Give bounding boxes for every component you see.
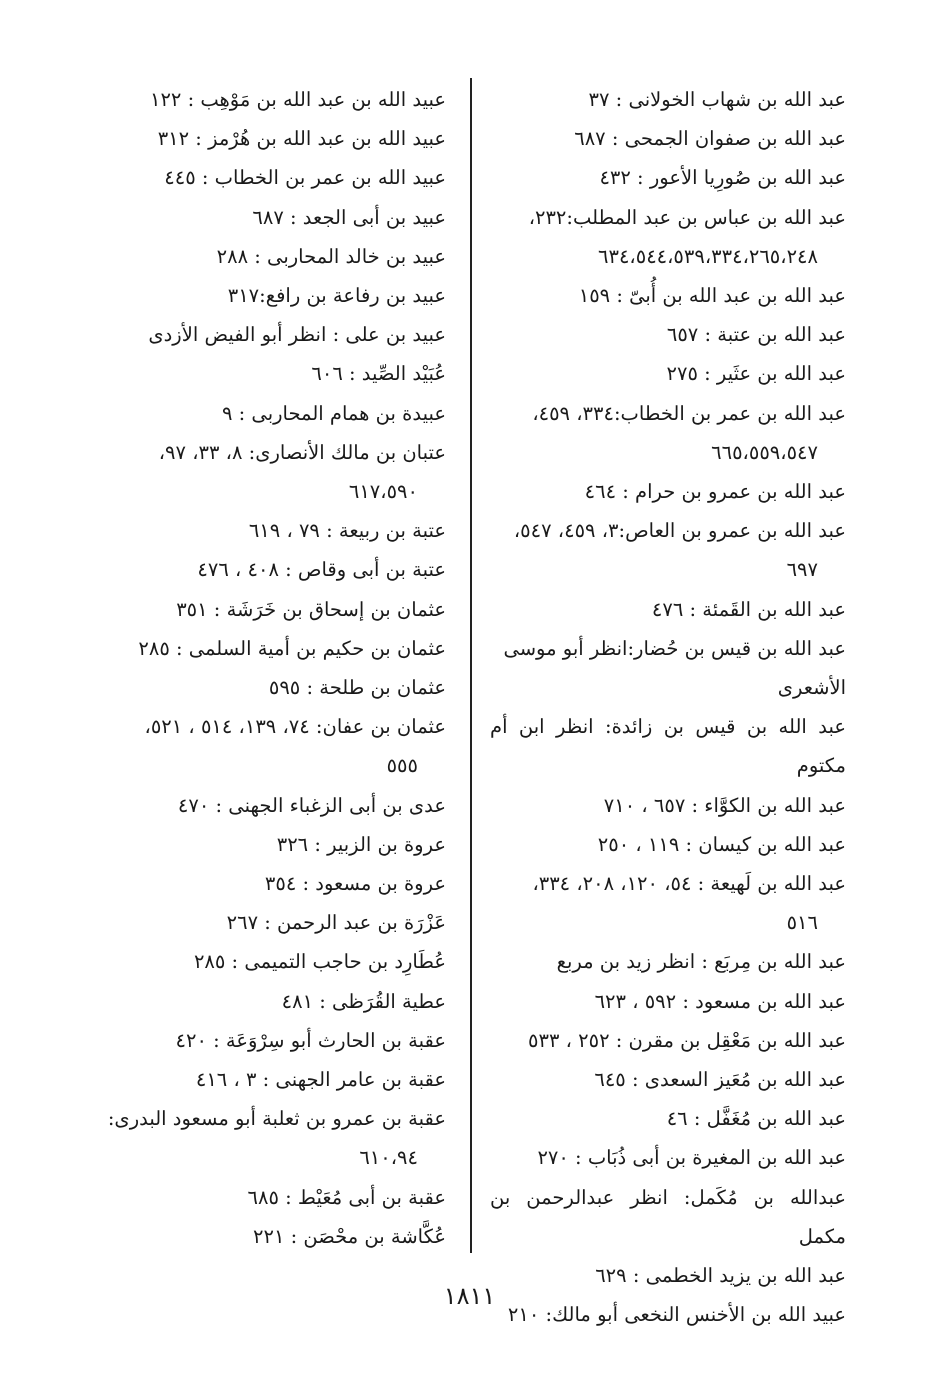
- index-entry: [490, 629, 846, 707]
- index-entry-text: عبد الله بن عتبة : ٦٥٧: [666, 323, 846, 347]
- index-entry: [490, 590, 846, 629]
- index-entry-text: عبيد الله بن عمر بن الخطاب : ٤٤٥: [164, 166, 446, 190]
- index-entry: [100, 786, 446, 825]
- index-entry: [100, 511, 446, 550]
- index-entry: [100, 198, 446, 237]
- index-entry-continuation: ٦١٠،٩٤: [359, 1146, 418, 1170]
- index-entry-text: عبيد الله بن الأخنس النخعى أبو مالك: ٢١٠: [507, 1303, 846, 1327]
- index-entry-text: عبد الله بن عباس بن عبد المطلب:٢٣٢،: [528, 205, 846, 229]
- index-entry: [490, 80, 846, 119]
- index-entry: [100, 1217, 446, 1256]
- index-entry-text: عدى بن أبى الزغباء الجهنى : ٤٧٠: [177, 793, 446, 817]
- index-entry-continuation: ٥٥٥: [386, 754, 418, 778]
- index-entry-text: عبيد بن على : انظر أبو الفيض الأزدى: [148, 323, 446, 347]
- index-entry-text: عبد الله بن مِربَع : انظر زيد بن مربع: [556, 950, 846, 974]
- index-entry-text: عبد الله بن صُورِيا الأعور : ٤٣٢: [599, 166, 846, 190]
- index-entry-text: عبد الله بن مسعود : ٥٩٢ ، ٦٢٣: [594, 989, 846, 1013]
- index-entry: [100, 80, 446, 119]
- index-entry-text: عثمان بن إسحاق بن خَرَشَة : ٣٥١: [176, 597, 446, 621]
- index-entry: [490, 864, 846, 942]
- index-entry: [100, 354, 446, 393]
- index-entry: [490, 1060, 846, 1099]
- index-column-left: [100, 80, 446, 1256]
- index-entry-text: عبيد بن أبى الجعد : ٦٨٧: [252, 205, 446, 229]
- index-entry: [100, 903, 446, 942]
- index-entry: [490, 119, 846, 158]
- index-entry-text: عبد الله بن الكوَّاء : ٦٥٧ ، ٧١٠: [603, 793, 846, 817]
- index-entry-continuation: ٦٩٧: [786, 558, 818, 582]
- index-entry: [490, 825, 846, 864]
- index-entry: [100, 394, 446, 433]
- page-number: ١٨١١: [443, 1282, 496, 1310]
- index-entry: [100, 1099, 446, 1177]
- index-entry-text: عبيد بن رفاعة بن رافع:٣١٧: [227, 284, 446, 308]
- index-entry: [100, 629, 446, 668]
- index-entry-text: عبد الله بن المغيرة بن أبى ذُبَاب : ٢٧٠: [537, 1146, 846, 1170]
- index-entry-text: عتبان بن مالك الأنصارى: ٨، ٣٣، ٩٧،: [158, 440, 446, 464]
- index-entry: [100, 590, 446, 629]
- index-entry-text: عثمان بن حكيم بن أمية السلمى : ٢٨٥: [138, 636, 446, 660]
- index-entry-text: عتبة بن أبى وقاص : ٤٠٨ ، ٤٧٦: [197, 558, 446, 582]
- index-entry: [100, 1060, 446, 1099]
- index-entry: [490, 198, 846, 276]
- index-entry-text: عثمان بن طلحة : ٥٩٥: [268, 676, 446, 700]
- index-entry: [490, 354, 846, 393]
- index-entry-text: عبد الله بن عمرو بن حرام : ٤٦٤: [584, 480, 846, 504]
- index-entry-text: عبد الله بن يزيد الخطمى : ٦٢٩: [595, 1264, 846, 1288]
- index-entry: [490, 982, 846, 1021]
- index-entry-text: عبيدة بن همام المحاربى : ٩: [221, 401, 446, 425]
- index-entry-text: عروة بن الزبير : ٣٢٦: [276, 832, 446, 856]
- index-entry-text: عبد الله بن لَهيعة : ٥٤، ١٢٠، ٢٠٨، ٣٣٤،: [532, 872, 846, 896]
- index-entry-text: عبد الله بن صفوان الجمحى : ٦٨٧: [574, 127, 846, 151]
- index-entry: [490, 511, 846, 589]
- index-entry: [100, 276, 446, 315]
- index-entry-continuation: الأشعرى: [777, 676, 846, 700]
- index-entry: [490, 276, 846, 315]
- index-entry-continuation: ٥١٦: [786, 911, 818, 935]
- index-entry: [100, 668, 446, 707]
- index-entry: [100, 550, 446, 589]
- index-entry: [490, 394, 846, 472]
- index-entry-text: عروة بن مسعود : ٣٥٤: [264, 872, 446, 896]
- index-entry: [490, 315, 846, 354]
- index-entry-text: عقبة بن عمرو بن ثعلبة أبو مسعود البدرى:: [107, 1107, 446, 1131]
- index-entry: [100, 1178, 446, 1217]
- index-entry: [490, 707, 846, 785]
- index-entry-text: عبدالله بن مُكَمل: انظر عبدالرحمن بن مكمل: [490, 1185, 846, 1248]
- index-entry-text: عتبة بن ربيعة : ٧٩ ، ٦١٩: [248, 519, 446, 543]
- index-entry-text: عُبَيْد الصِّيد : ٦٠٦: [311, 362, 446, 386]
- index-entry: [490, 1138, 846, 1177]
- index-entry-continuation: ٦١٧،٥٩٠: [348, 480, 418, 504]
- index-entry-text: عبد الله بن عثَير : ٢٧٥: [666, 362, 846, 386]
- index-entry: [100, 942, 446, 981]
- index-entry-text: عبد الله بن قيس بن زائدة: انظر ابن أم مكتوم: [490, 715, 846, 778]
- index-entry-text: عبد الله بن شهاب الخولانى : ٣٧: [588, 88, 846, 111]
- column-divider: [470, 78, 472, 1253]
- index-entry-text: عبد الله بن مُعَيز السعدى : ٦٤٥: [594, 1068, 846, 1092]
- index-entry-text: عبد الله بن مُغَفَّل : ٤٦: [666, 1107, 846, 1131]
- index-entry: [100, 825, 446, 864]
- index-entry: [490, 1021, 846, 1060]
- index-entry: [100, 119, 446, 158]
- index-entry-text: عقبة بن عامر الجهنى : ٣ ، ٤١٦: [195, 1068, 446, 1092]
- index-entry-text: عُطَارِد بن حاجب التميمى : ٢٨٥: [193, 950, 446, 974]
- index-entry: [100, 315, 446, 354]
- index-entry-text: عبد الله بن عبد الله بن أُبىّ : ١٥٩: [578, 284, 846, 308]
- index-entry-continuation: ٦٣٤،٥٤٤،٥٣٩،٣٣٤،٢٦٥،٢٤٨: [598, 244, 818, 268]
- index-entry: [100, 1021, 446, 1060]
- index-entry: [100, 433, 446, 511]
- index-entry: [490, 786, 846, 825]
- index-entry: [490, 158, 846, 197]
- index-entry: [490, 1178, 846, 1256]
- index-entry-text: عبيد الله بن عبد الله بن مَوْهِب : ١٢٢: [149, 88, 446, 111]
- index-entry: [490, 1099, 846, 1138]
- index-entry: [100, 158, 446, 197]
- index-entry: [100, 707, 446, 785]
- index-entry: [490, 472, 846, 511]
- index-entry-text: عبد الله بن كيسان : ١١٩ ، ٢٥٠: [597, 832, 846, 856]
- index-entry: [100, 864, 446, 903]
- index-entry-text: عبيد بن خالد المحاربى : ٢٨٨: [216, 244, 446, 268]
- index-entry-continuation: ٦٦٥،٥٥٩،٥٤٧: [711, 440, 818, 464]
- index-entry-text: عبد الله بن مَعْقِل بن مقرن : ٢٥٢ ، ٥٣٣: [528, 1028, 846, 1052]
- index-entry-text: عطية القُرَظى : ٤٨١: [281, 989, 446, 1013]
- index-entry-text: عَزْرَة بن عبد الرحمن : ٢٦٧: [226, 911, 446, 935]
- index-entry-text: عبيد الله بن عبد الله بن هُرْمز : ٣١٢: [157, 127, 446, 151]
- index-column-right: [490, 80, 846, 1335]
- index-entry: [490, 942, 846, 981]
- index-entry-text: عبد الله بن القَمئة : ٤٧٦: [651, 597, 846, 621]
- index-entry: [100, 982, 446, 1021]
- index-entry-text: عبد الله بن عمر بن الخطاب:٣٣٤، ٤٥٩،: [532, 401, 846, 425]
- index-entry-text: عبد الله بن عمرو بن العاص:٣، ٤٥٩، ٥٤٧،: [513, 519, 846, 543]
- index-entry-text: عُكَّاشة بن محْصَن : ٢٢١: [253, 1224, 446, 1248]
- index-entry-text: عثمان بن عفان: ٧٤، ١٣٩، ٥١٤ ، ٥٢١،: [144, 715, 446, 739]
- index-entry-text: عقبة بن الحارث أبو سِرْوَعَة : ٤٢٠: [175, 1028, 446, 1052]
- index-entry-text: عبد الله بن قيس بن حُضار:انظر أبو موسى: [503, 636, 846, 660]
- index-entry-text: عقبة بن أبى مُعَيْط : ٦٨٥: [247, 1185, 446, 1209]
- index-entry: [100, 237, 446, 276]
